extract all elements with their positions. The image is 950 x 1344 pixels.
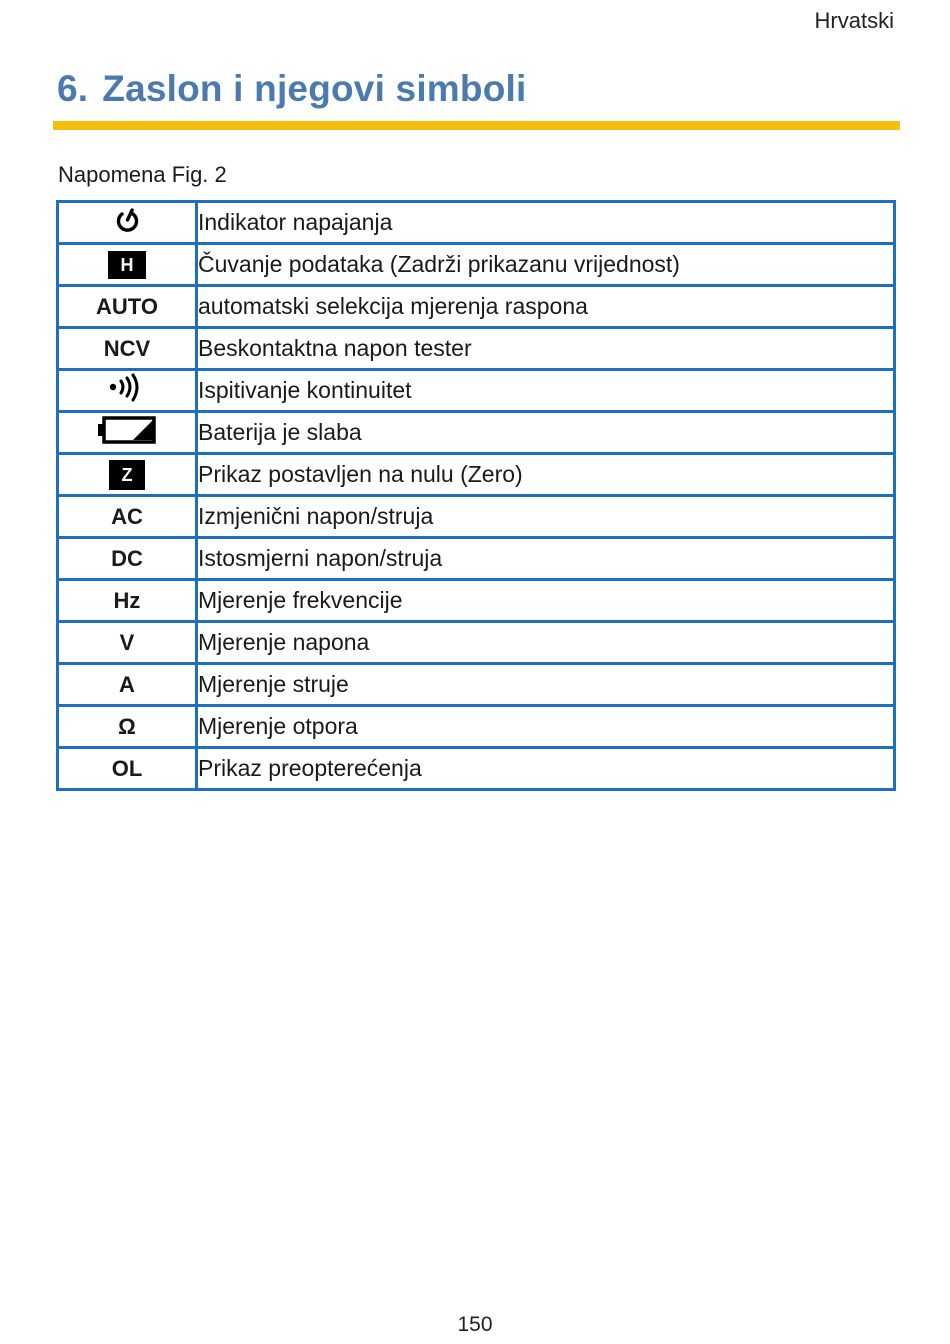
table-row [58,286,895,328]
table-row [58,538,895,580]
description-cell: Mjerenje frekvencije [197,580,895,622]
table-row [58,496,895,538]
symbol-cell: OL [58,748,197,790]
description-cell: Beskontaktna napon tester [197,328,895,370]
symbol-cell: Hz [58,580,197,622]
symbol-cell [58,370,197,412]
description-cell: Izmjenični napon/struja [197,496,895,538]
table-row [58,622,895,664]
heading-underline [53,121,900,130]
symbol-cell: NCV [58,328,197,370]
description-cell: Prikaz preopterećenja [197,748,895,790]
figure-note: Napomena Fig. 2 [58,162,227,187]
section-title: Zaslon i njegovi simboli [102,68,527,109]
description-cell: Indikator napajanja [197,202,895,244]
description-cell: Prikaz postavljen na nulu (Zero) [197,454,895,496]
table-row [58,748,895,790]
symbol-cell [58,244,197,286]
symbol-cell: AC [58,496,197,538]
symbol-cell: A [58,664,197,706]
table-row [58,244,895,286]
table-row [58,370,895,412]
table-row [58,454,895,496]
description-cell: Ispitivanje kontinuitet [197,370,895,412]
power-icon [113,206,141,240]
continuity-sound-icon [106,373,148,409]
description-cell: Baterija je slaba [197,412,895,454]
section-heading [57,68,526,110]
table-row [58,664,895,706]
symbol-cell: DC [58,538,197,580]
symbol-cell: V [58,622,197,664]
low-battery-icon [97,416,157,450]
symbol-cell [58,202,197,244]
page-number: 150 [457,1313,493,1336]
language-label: Hrvatski [814,8,894,33]
description-cell: Mjerenje napona [197,622,895,664]
description-cell: automatski selekcija mjerenja raspona [197,286,895,328]
section-number: 6. [57,68,89,109]
table-row [58,202,895,244]
table-row [58,328,895,370]
symbols-table [56,200,896,791]
symbol-cell: Ω [58,706,197,748]
symbol-cell [58,412,197,454]
symbol-cell [58,454,197,496]
table-row [58,412,895,454]
symbol-cell: AUTO [58,286,197,328]
description-cell: Istosmjerni napon/struja [197,538,895,580]
description-cell: Čuvanje podataka (Zadrži prikazanu vrijednost) [197,244,895,286]
table-row [58,580,895,622]
table-row [58,706,895,748]
zero-symbol: Z [109,460,145,490]
description-cell: Mjerenje otpora [197,706,895,748]
description-cell: Mjerenje struje [197,664,895,706]
hold-symbol: H [108,251,146,279]
